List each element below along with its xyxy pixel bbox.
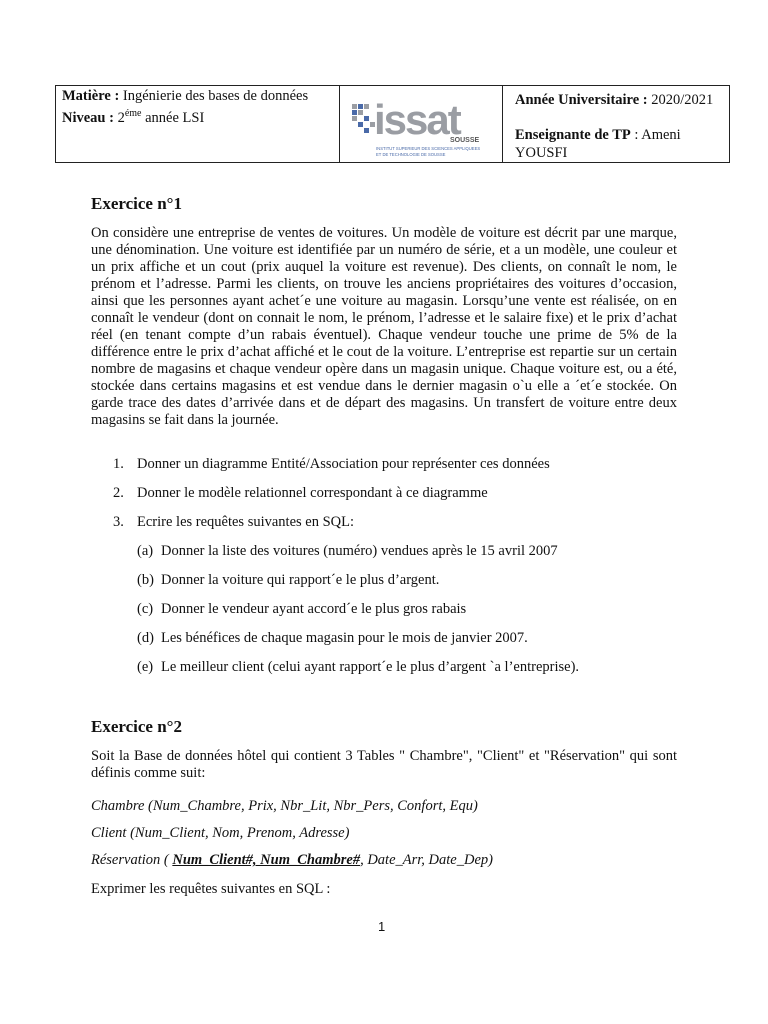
teacher-label: Enseignante de TP	[515, 127, 631, 143]
sub-item-label: (e)	[137, 659, 154, 675]
header-logo-cell	[340, 86, 503, 163]
list-item-1	[113, 456, 550, 473]
sub-item-text: Donner la liste des voitures (numéro) vendues après le 15 avril 2007	[161, 543, 558, 559]
exercise-1-title: Exercice n°1	[91, 194, 182, 213]
list-item-2	[113, 485, 488, 502]
subject-line	[62, 87, 339, 105]
schema-reservation-prefix: Réservation (	[91, 852, 173, 868]
level-num: 2	[117, 109, 125, 126]
sub-item-text: Donner la voiture qui rapport´e le plus d’argent.	[161, 572, 440, 588]
subject-label: Matière :	[62, 88, 120, 104]
teacher-value-2: YOUSFI	[515, 145, 568, 161]
sub-item-a	[137, 543, 558, 560]
sub-item-text: Le meilleur client (celui ayant rapport´e le plus d’argent `a l’entreprise).	[161, 659, 580, 675]
sub-item-e	[137, 659, 579, 676]
schema-chambre: Chambre (Num_Chambre, Prix, Nbr_Lit, Nbr_Pers, Confort, Equ)	[91, 798, 478, 814]
sub-item-label: (c)	[137, 601, 154, 617]
subject-value: Ingénierie des bases de données	[122, 88, 309, 104]
teacher-line	[515, 126, 729, 144]
year-label: Année Universitaire :	[515, 92, 648, 108]
sub-item-label: (a)	[137, 543, 154, 559]
schema-reservation-suffix: , Date_Arr, Date_Dep)	[360, 852, 493, 868]
schema-reservation	[91, 852, 493, 869]
sub-item-text: Donner le vendeur ayant accord´e le plus gros rabais	[161, 601, 467, 617]
logo-sub-text: SOUSSE	[450, 137, 480, 144]
issat-logo	[352, 100, 502, 158]
year-line	[515, 91, 729, 109]
sub-item-c	[137, 601, 466, 618]
list-item-number: 3.	[113, 514, 124, 530]
exercise-1-paragraph: On considère une entreprise de ventes de voitures. Un modèle de voiture est décrit par une marque, une dénomination. Une voiture est identifiée par un numéro de série, et a un modèle, une couleur et un prix affiche et un cout (prix auquel la voiture est revenue). Des clients, on connaît le nom, le prénom et l’adresse. Parmi les clients, on trouve les anciens propriétaires des voitures d’occasion, ainsi que les personnes ayant achet´e une voiture au magasin. Lorsqu’une vente est réalisée, on en connaît le vendeur (dont on connait le nom, le prénom, l’adresse et le salaire fixe) et le prix d’achat réel (en tenant compte d’un rabais éventuel). Chaque vendeur touche une prime de 5% de la différence entre le prix d’achat affiché et le cout de la voiture. L’entreprise est repartie sur un certain nombre de magasins et chaque vendeur opère dans un magasin unique. Chaque voiture est, ou a été, stockée dans certains magasins et est vendue dans le dernier magasin o`u elle a ´et´e stockée. On garde trace des dates d’arrivée dans et de départ des magasins. Un transfert de voiture entre deux magasins se fait dans la journée.	[91, 225, 677, 428]
level-rest: année LSI	[145, 109, 205, 126]
list-item-3	[113, 514, 354, 531]
logo-caption-1: INSTITUT SUPERIEUR DES SCIENCES APPLIQUEES	[376, 146, 481, 151]
sub-item-label: (b)	[137, 572, 154, 588]
logo-main-text: issat	[374, 100, 460, 143]
list-item-text: Ecrire les requêtes suivantes en SQL:	[137, 514, 355, 530]
sub-item-label: (d)	[137, 630, 154, 646]
exercise-2-intro: Soit la Base de données hôtel qui contient 3 Tables " Chambre", "Client" et "Réservation" qui sont définis comme suit:	[91, 748, 677, 781]
exercise-2-title: Exercice n°2	[91, 717, 182, 736]
list-item-text: Donner le modèle relationnel correspondant à ce diagramme	[137, 485, 488, 501]
header-table	[55, 85, 730, 163]
year-value: 2020/2021	[651, 92, 714, 108]
list-item-number: 1.	[113, 456, 124, 472]
list-item-number: 2.	[113, 485, 124, 501]
sub-item-d	[137, 630, 528, 647]
list-item-text: Donner un diagramme Entité/Association pour représenter ces données	[137, 456, 550, 472]
level-line	[62, 105, 339, 127]
level-sup: éme	[124, 108, 142, 119]
page-number: 1	[378, 919, 386, 934]
schema-client: Client (Num_Client, Nom, Prenom, Adresse)	[91, 825, 350, 841]
schema-reservation-keys: Num_Client#, Num_Chambre#	[172, 852, 361, 868]
header-left-cell	[56, 86, 340, 163]
level-label: Niveau :	[62, 109, 114, 126]
exercise-2-outro: Exprimer les requêtes suivantes en SQL :	[91, 881, 331, 897]
sub-item-text: Les bénéfices de chaque magasin pour le mois de janvier 2007.	[161, 630, 528, 646]
header-right-cell	[503, 86, 730, 163]
logo-caption-2: ET DE TECHNOLOGIE DE SOUSSE	[376, 152, 446, 157]
teacher-value-1: : Ameni	[634, 127, 681, 143]
sub-item-b	[137, 572, 439, 589]
